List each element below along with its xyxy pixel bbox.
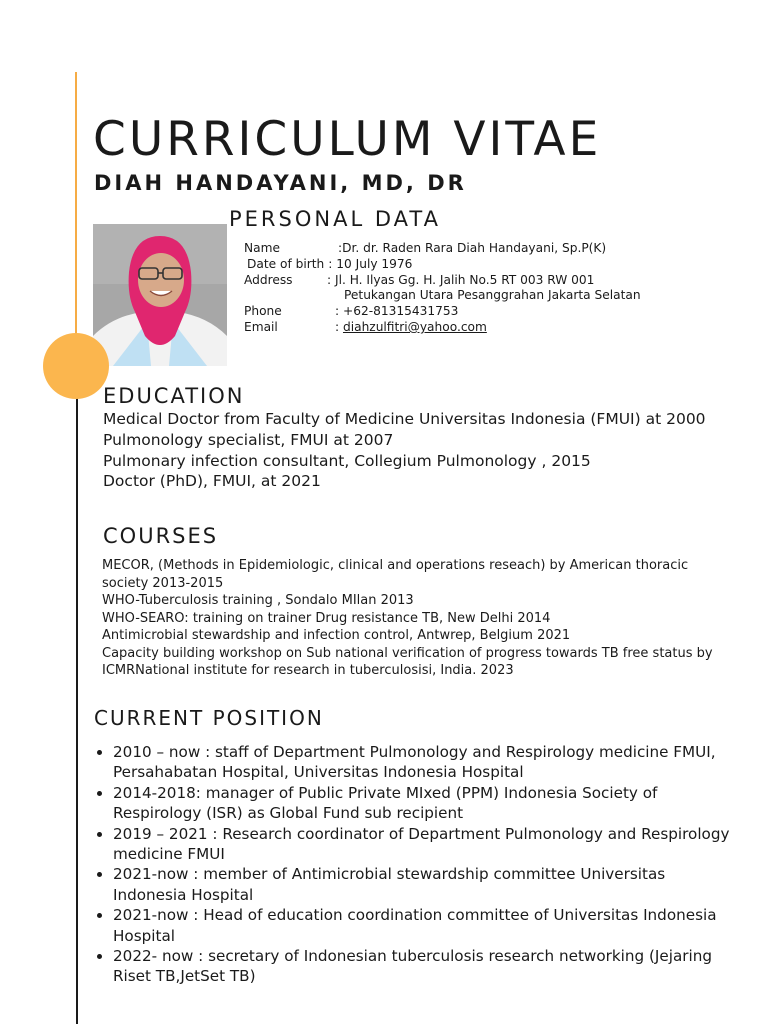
position-item: [94, 864, 734, 905]
position-item: [94, 742, 734, 783]
current-position-list: [94, 742, 734, 987]
name-row: [244, 241, 641, 257]
courses-heading: COURSES: [103, 524, 219, 548]
position-item: [94, 905, 734, 946]
name-value: :Dr. dr. Raden Rara Diah Handayani, Sp.P(K): [338, 241, 607, 255]
address-row: [244, 273, 641, 289]
email-row: [244, 320, 641, 336]
bullet-icon: [97, 791, 102, 796]
bullet-icon: [97, 913, 102, 918]
education-item: Pulmonology specialist, FMUI at 2007: [103, 430, 394, 449]
accent-line-orange: [75, 72, 77, 362]
address-label: Address: [244, 272, 293, 287]
page-title: CURRICULUM VITAE: [93, 112, 602, 167]
position-text: 2014-2018: manager of Public Private MIxed (PPM) Indonesia Society of Respirology (ISR) as Global Fund sub recipient: [113, 783, 658, 823]
position-text: 2021-now : member of Antimicrobial stewardship committee Universitas Indonesia Hospital: [113, 865, 666, 904]
course-item: WHO-SEARO: training on trainer Drug resistance TB, New Delhi 2014: [102, 610, 551, 626]
bullet-icon: [97, 872, 102, 877]
address-line2-row: [244, 288, 641, 304]
position-item: [94, 824, 734, 865]
education-item: Medical Doctor from Faculty of Medicine Universitas Indonesia (FMUI) at 2000: [103, 410, 706, 428]
email-link[interactable]: diahzulfitri@yahoo.com: [342, 319, 487, 334]
dob-row: [244, 257, 641, 273]
phone-label: Phone: [244, 304, 282, 319]
email-separator: :: [335, 319, 343, 334]
dob-value: : 10 July 1976: [328, 256, 413, 271]
education-item: Pulmonary infection consultant, Collegium Pulmonology , 2015: [103, 451, 591, 470]
education-item: Doctor (PhD), FMUI, at 2021: [103, 472, 321, 491]
course-item: Capacity building workshop on Sub national verification of progress towards TB free status by ICMRNational institute for research in tuberculosisi, India. 2023: [102, 645, 713, 678]
decorative-circle: [43, 333, 109, 399]
courses-list: [102, 557, 732, 680]
personal-data-heading: PERSONAL DATA: [229, 207, 441, 231]
bullet-icon: [97, 954, 102, 959]
address-value: : Jl. H. Ilyas Gg. H. Jalih No.5 RT 003 RW 001: [327, 272, 595, 287]
phone-row: [244, 304, 641, 320]
address-line2: Petukangan Utara Pesanggrahan Jakarta Selatan: [344, 288, 641, 303]
position-text: 2021-now : Head of education coordination committee of Universitas Indonesia Hospital: [113, 906, 717, 945]
course-item: WHO-Tuberculosis training , Sondalo MIlan 2013: [102, 593, 414, 608]
name-label: Name: [244, 241, 280, 255]
profile-photo: [93, 224, 227, 366]
position-text: 2010 – now : staff of Department Pulmonology and Respirology medicine FMUI, Persahabatan Hospital, Universitas Indonesia Hospital: [113, 743, 716, 782]
phone-value: : +62-81315431753: [335, 304, 459, 319]
course-item: Antimicrobial stewardship and infection control, Antwrep, Belgium 2021: [102, 628, 571, 643]
position-item: [94, 783, 734, 824]
personal-data-block: [244, 241, 641, 336]
person-name-heading: DIAH HANDAYANI, MD, DR: [94, 171, 467, 195]
position-item: [94, 946, 734, 987]
email-label: Email: [244, 319, 278, 334]
position-text: 2022- now : secretary of Indonesian tuberculosis research networking (Jejaring Riset TB,JetSet TB): [113, 947, 712, 986]
bullet-icon: [97, 832, 102, 837]
position-text: 2019 – 2021 : Research coordinator of Department Pulmonology and Respirology medicine FMUI: [113, 824, 730, 864]
current-position-heading: CURRENT POSITION: [94, 706, 324, 730]
course-item: MECOR, (Methods in Epidemiologic, clinical and operations reseach) by American thoracic society 2013-2015: [102, 558, 689, 591]
education-list: [103, 409, 723, 492]
dob-label: Date of birth: [247, 256, 325, 271]
accent-line-black: [76, 390, 78, 1024]
education-heading: EDUCATION: [103, 384, 245, 408]
bullet-icon: [97, 750, 102, 755]
